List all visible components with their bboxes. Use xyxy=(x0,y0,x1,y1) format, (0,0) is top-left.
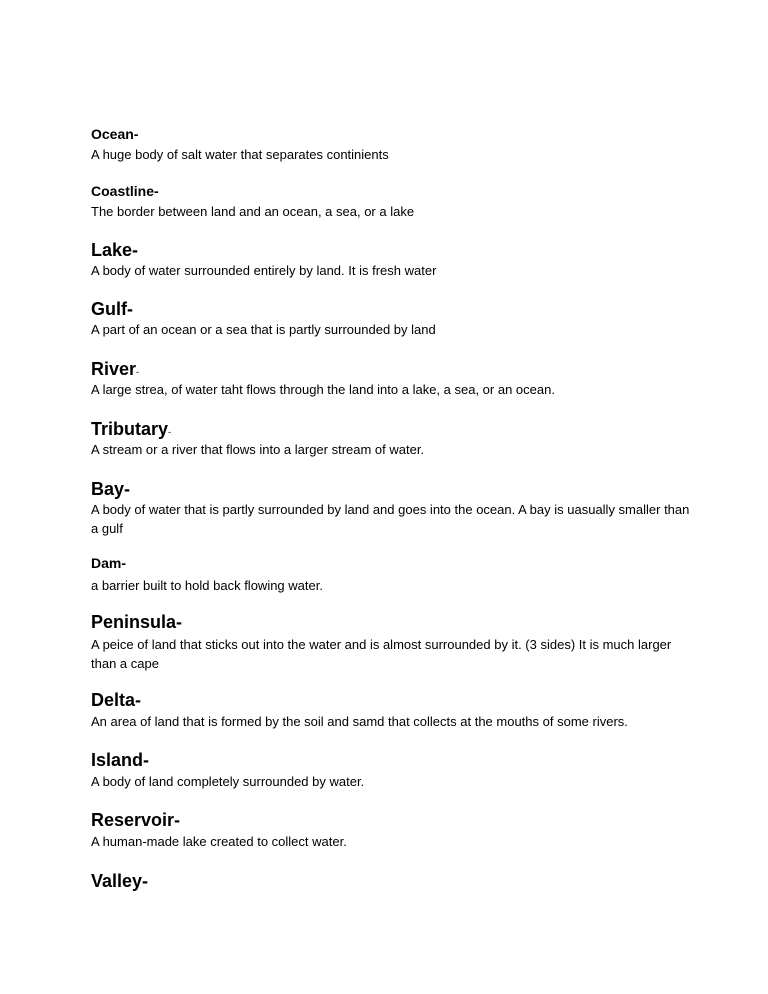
term-lake xyxy=(91,240,138,261)
term-ocean xyxy=(91,126,138,144)
definition-dam: a barrier built to hold back flowing water. xyxy=(91,578,323,593)
definition-delta: An area of land that is formed by the soil and samd that collects at the mouths of some rivers. xyxy=(91,714,628,729)
term-gulf xyxy=(91,299,133,320)
term-heading: Valley- xyxy=(91,871,149,891)
term-island xyxy=(91,750,149,771)
term-suffix: - xyxy=(168,427,172,437)
term-bay xyxy=(91,479,130,500)
term-delta xyxy=(91,690,141,711)
definition-tributary: A stream or a river that flows into a larger stream of water. xyxy=(91,442,425,457)
term-heading: Coastline- xyxy=(91,183,159,199)
definition-island: A body of land completely surrounded by water. xyxy=(91,774,365,789)
definition-bay: A body of water that is partly surrounded by land and goes into the ocean. A bay is uasually smaller than a gulf xyxy=(91,502,690,536)
term-valley xyxy=(91,871,148,892)
term-suffix: - xyxy=(136,367,140,377)
term-heading: Dam- xyxy=(91,555,127,571)
term-heading: Tributary xyxy=(91,419,169,439)
definition-lake: A body of water surrounded entirely by land. It is fresh water xyxy=(91,263,437,278)
term-heading: Reservoir- xyxy=(91,810,181,830)
term-heading: Delta- xyxy=(91,690,142,710)
definition-gulf: A part of an ocean or a sea that is partly surrounded by land xyxy=(91,322,436,337)
definition-river: A large strea, of water taht flows through the land into a lake, a sea, or an ocean. xyxy=(91,382,555,397)
definition-ocean: A huge body of salt water that separates continients xyxy=(91,147,389,162)
definition-peninsula: A peice of land that sticks out into the water and is almost surrounded by it. (3 sides) It is much larger than a cape xyxy=(91,637,672,671)
term-heading: Island- xyxy=(91,750,150,770)
definition-coastline: The border between land and an ocean, a sea, or a lake xyxy=(91,204,415,219)
term-heading: Bay- xyxy=(91,479,131,499)
term-peninsula xyxy=(91,612,182,633)
term-coastline xyxy=(91,183,159,201)
term-heading: Peninsula- xyxy=(91,612,183,632)
term-heading: Ocean- xyxy=(91,126,139,142)
definition-reservoir: A human-made lake created to collect water. xyxy=(91,834,347,849)
term-river xyxy=(91,359,139,380)
term-heading: Lake- xyxy=(91,240,139,260)
term-tributary xyxy=(91,419,171,440)
term-dam xyxy=(91,555,126,573)
term-heading: River xyxy=(91,359,137,379)
term-reservoir xyxy=(91,810,180,831)
term-heading: Gulf- xyxy=(91,299,133,319)
